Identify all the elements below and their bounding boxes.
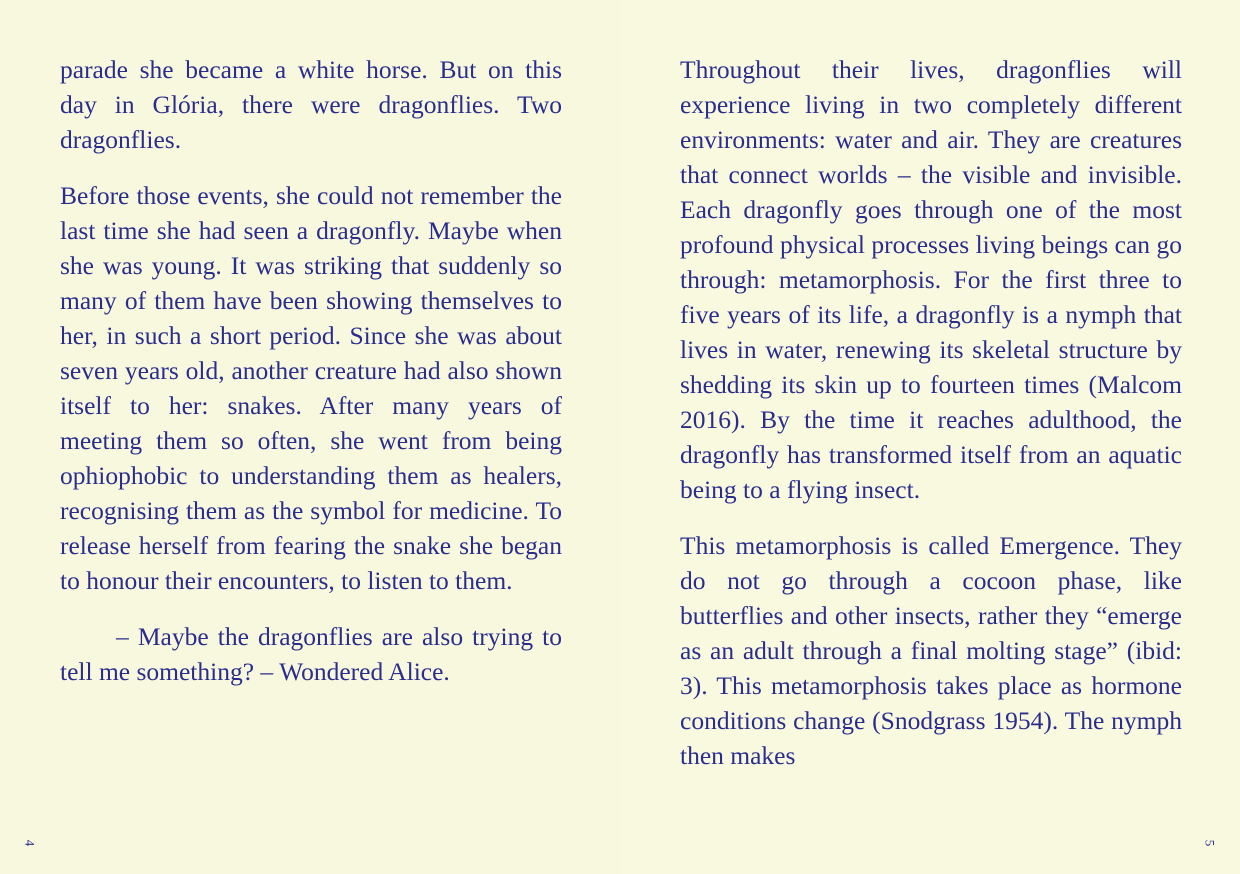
left-page-text [60,52,562,710]
left-page-number: 4 [22,839,38,847]
right-page-text [680,52,1182,794]
left-paragraph-2: Before those events, she could not remember the last time she had seen a dragonfly. Maybe when she was young. It was striking that suddenly so many of them have been showing themselves to her, in such a short period. Since she was about seven years old, another creature had also shown itself to her: snakes. After many years of meeting them so often, she went from being ophiophobic to understanding them as healers, recognising them as the symbol for medicine. To release herself from fearing the snake she began to honour their encounters, to listen to them. [60,181,562,595]
right-page [620,0,1240,874]
right-paragraph-1: Throughout their lives, dragonflies will experience living in two completely different environments: water and air. They are creatures that connect worlds – the visible and invisible. Each dragonfly goes through one of the most profound physical processes living beings can go through: metamorphosis. For the first three to five years of its life, a dragonfly is a nymph that lives in water, renewing its skeletal structure by shedding its skin up to fourteen times (Malcom 2016). By the time it reaches adulthood, the dragonfly has transformed itself from an aquatic being to a flying insect. [680,55,1182,504]
right-page-number: 5 [1202,839,1218,847]
right-paragraph-2: This metamorphosis is called Emergence. They do not go through a cocoon phase, like butterflies and other insects, rather they “emerge as an adult through a final molting stage” (ibid: 3). This metamorphosis takes place as hormone conditions change (Snodgrass 1954). The nymph then makes [680,531,1182,770]
left-dialogue-paragraph: – Maybe the dragonflies are also trying to tell me something? – Wondered Alice. [60,622,562,686]
left-paragraph-1: parade she became a white horse. But on this day in Glória, there were dragonflies. Two dragonflies. [60,55,562,154]
